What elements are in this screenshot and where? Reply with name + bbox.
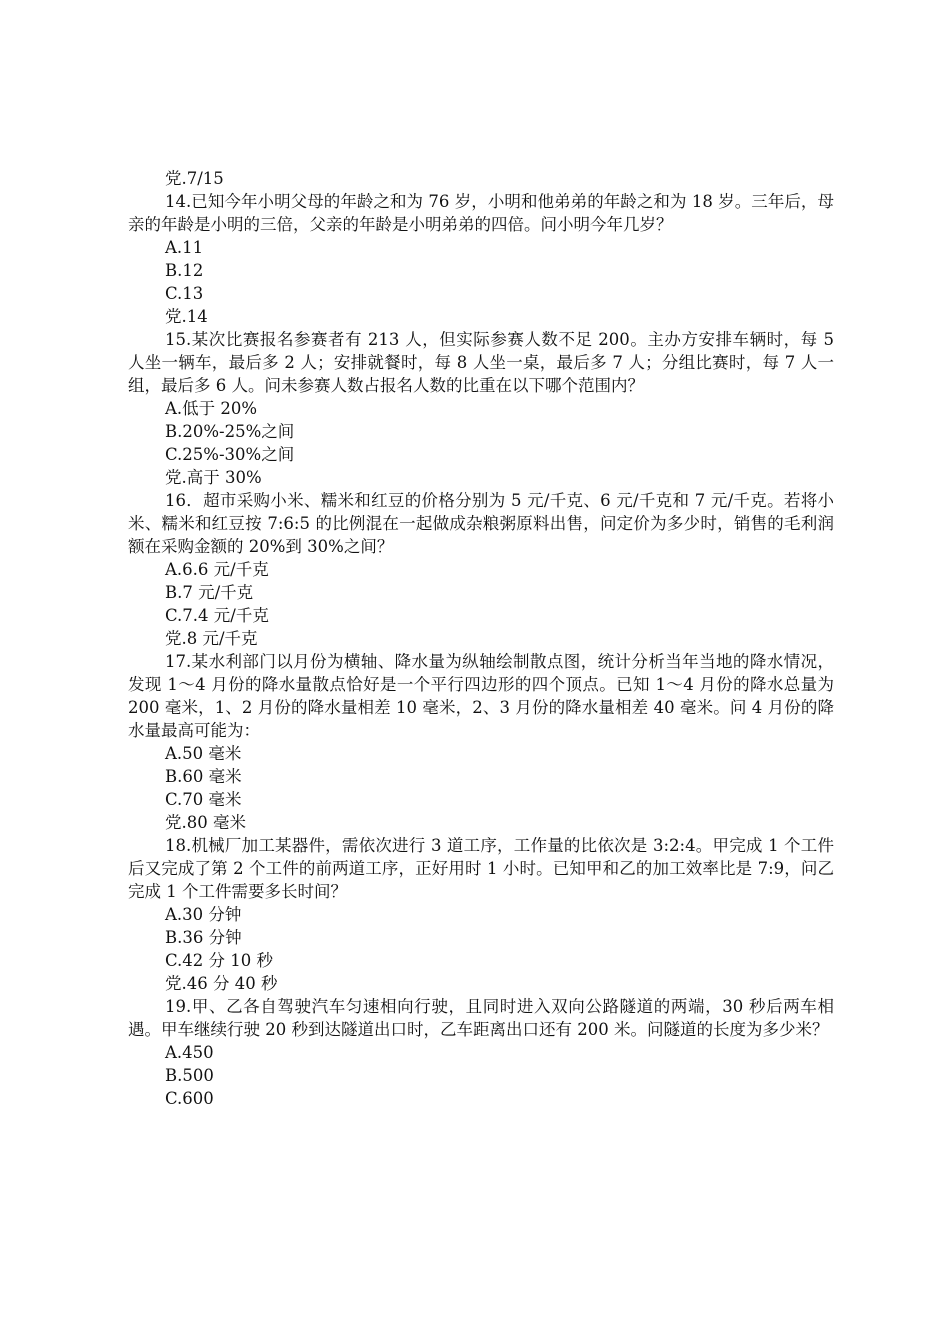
option-b: B.36 分钟 (165, 928, 242, 947)
question-stem: 19.甲、乙各自驾驶汽车匀速相向行驶，且同时进入双向公路隧道的两端，30 秒后两车相遇。甲车继续行驶 20 秒到达隧道出口时，乙车距离出口还有 200 米。问隧道的长度为多少米？ (128, 997, 834, 1039)
option-a: A.50 毫米 (165, 744, 242, 763)
question-15 (128, 328, 834, 489)
option-b: B.12 (165, 261, 204, 280)
option-d: 党.8 元/千克 (165, 629, 258, 648)
option-b: B.7 元/千克 (165, 583, 254, 602)
option-d: 党.14 (165, 307, 208, 326)
option-d: 党.46 分 40 秒 (165, 974, 278, 993)
option-c: C.13 (165, 284, 204, 303)
question-stem: 14.已知今年小明父母的年龄之和为 76 岁，小明和他弟弟的年龄之和为 18 岁。三年后，母亲的年龄是小明的三倍，父亲的年龄是小明弟弟的四倍。问小明今年几岁？ (128, 192, 834, 234)
question-17 (128, 650, 834, 834)
option-c: C.70 毫米 (165, 790, 242, 809)
option-line: 党.7/15 (165, 169, 224, 188)
option-c: C.25%-30%之间 (165, 445, 295, 464)
option-a: A.30 分钟 (165, 905, 242, 924)
option-c: C.600 (165, 1089, 214, 1108)
option-b: B.500 (165, 1066, 214, 1085)
option-c: C.7.4 元/千克 (165, 606, 269, 625)
option-c: C.42 分 10 秒 (165, 951, 274, 970)
question-19 (128, 995, 834, 1110)
document-page (128, 167, 834, 1110)
question-14 (128, 190, 834, 328)
option-a: A.450 (165, 1043, 214, 1062)
option-b: B.20%-25%之间 (165, 422, 295, 441)
option-d: 党.高于 30% (165, 468, 262, 487)
question-stem: 18.机械厂加工某器件，需依次进行 3 道工序，工作量的比依次是 3:2:4。甲完成 1 个工件后又完成了第 2 个工件的前两道工序，正好用时 1 小时。已知甲和乙的加工效率比是 7:9，问乙完成 1 个工件需要多长时间？ (128, 836, 834, 901)
question-stem: 17.某水利部门以月份为横轴、降水量为纵轴绘制散点图，统计分析当年当地的降水情况，发现 1～4 月份的降水量散点恰好是一个平行四边形的四个顶点。已知 1～4 月份的降水总量为 200 毫米，1、2 月份的降水量相差 10 毫米，2、3 月份的降水量相差 40 毫米。问 4 月份的降水量最高可能为： (128, 652, 834, 740)
question-18 (128, 834, 834, 995)
question-stem: 15.某次比赛报名参赛者有 213 人，但实际参赛人数不足 200。主办方安排车辆时，每 5 人坐一辆车，最后多 2 人；安排就餐时，每 8 人坐一桌，最后多 7 人；分组比赛时，每 7 人一组，最后多 6 人。问未参赛人数占报名人数的比重在以下哪个范围内？ (128, 330, 834, 395)
option-a: A.低于 20% (165, 399, 258, 418)
option-b: B.60 毫米 (165, 767, 242, 786)
question-16 (128, 489, 834, 650)
question-stem: 16．超市采购小米、糯米和红豆的价格分别为 5 元/千克、6 元/千克和 7 元/千克。若将小米、糯米和红豆按 7:6:5 的比例混在一起做成杂粮粥原料出售，问定价为多少时，销售的毛利润额在采购金额的 20%到 30%之间？ (128, 491, 834, 556)
option-d: 党.80 毫米 (165, 813, 246, 832)
option-a: A.11 (165, 238, 204, 257)
option-a: A.6.6 元/千克 (165, 560, 269, 579)
